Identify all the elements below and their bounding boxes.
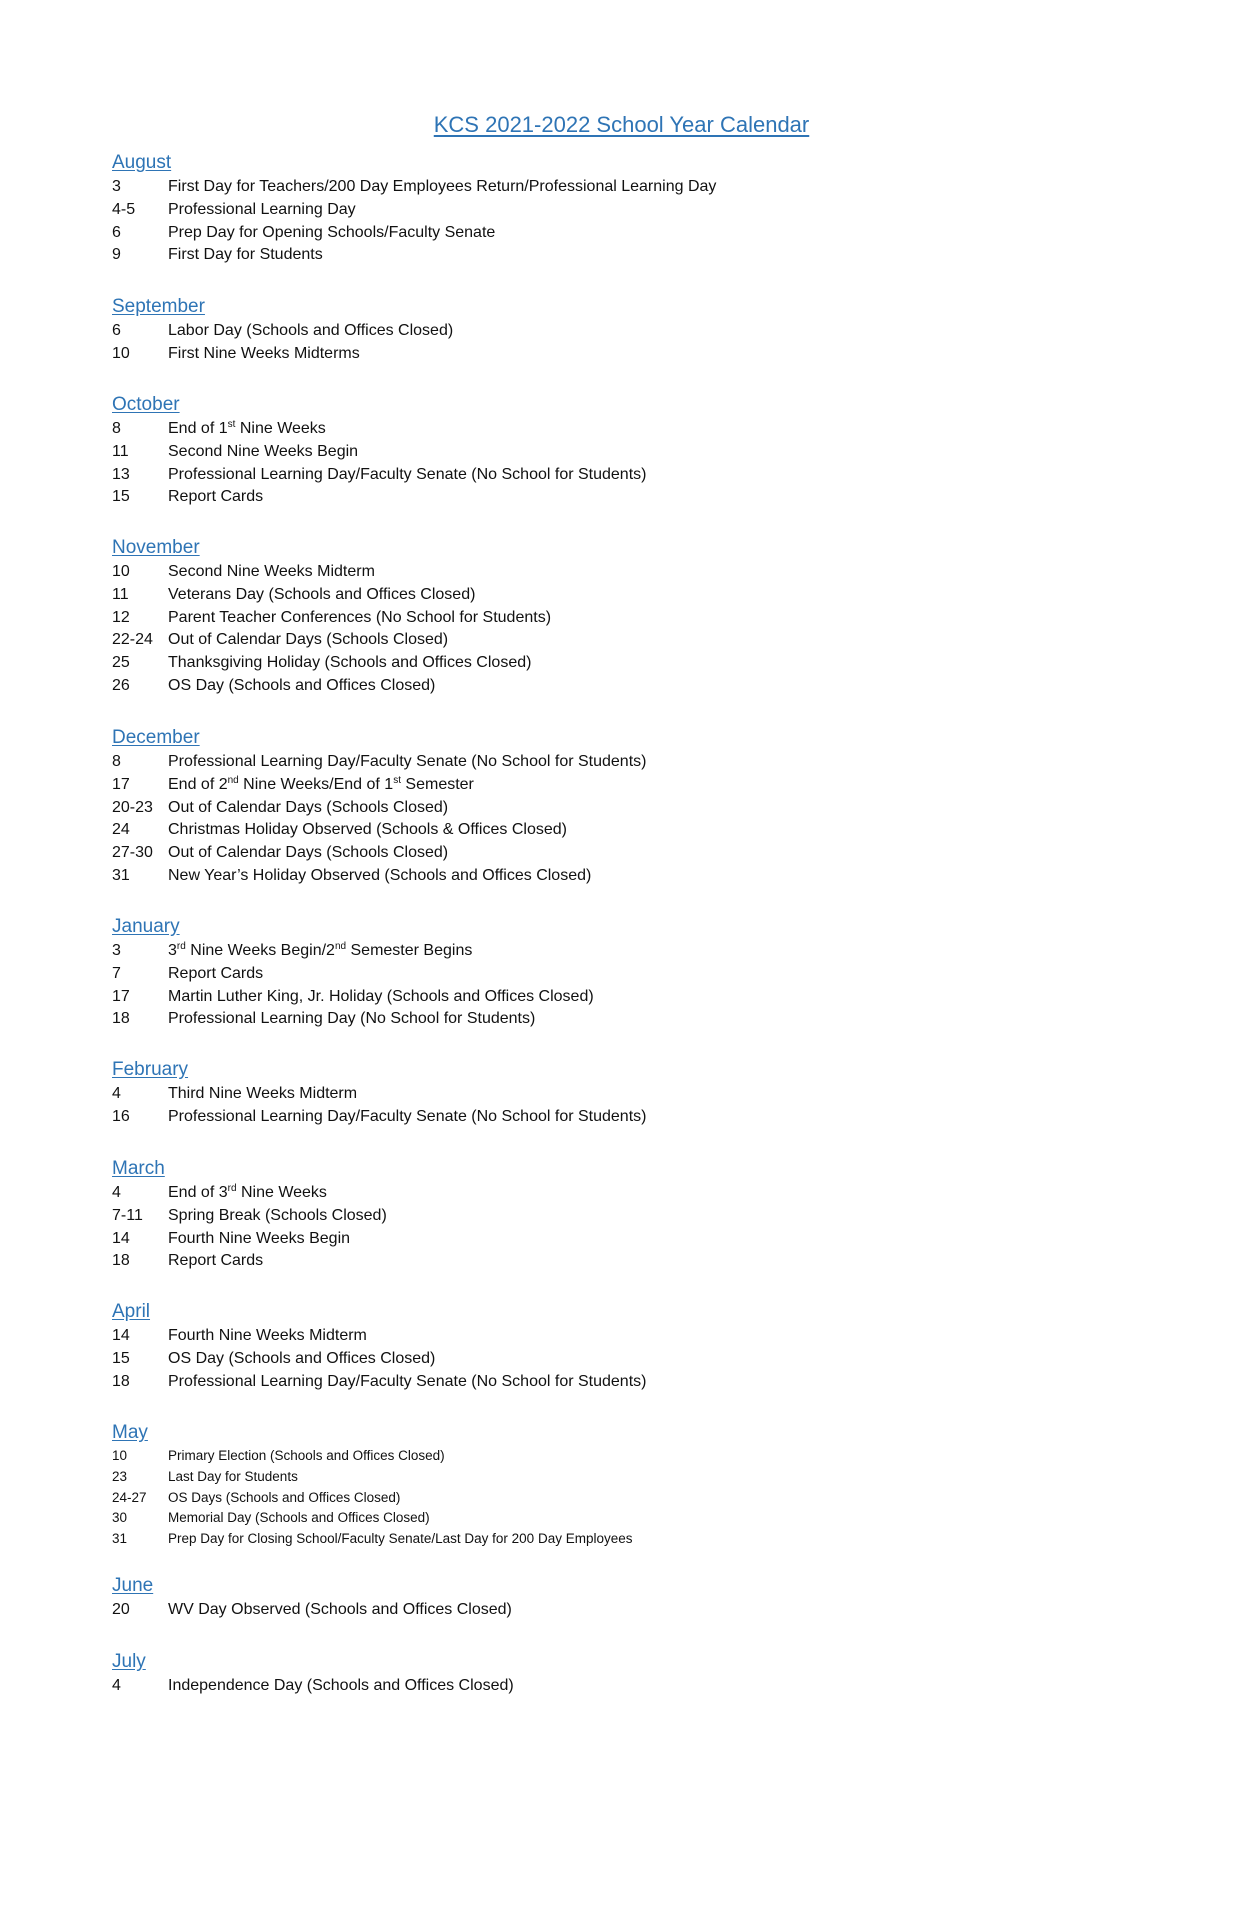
document-title-text: KCS 2021-2022 School Year Calendar — [433, 112, 810, 137]
event-description: Veterans Day (Schools and Offices Closed) — [168, 585, 476, 603]
event-description: Labor Day (Schools and Offices Closed) — [168, 322, 454, 339]
event-date: 27-30 — [112, 844, 153, 862]
month-section-november — [112, 535, 1112, 698]
event-date: 15 — [112, 488, 130, 506]
event-description: Out of Calendar Days (Schools Closed) — [168, 631, 449, 649]
month-heading: August — [112, 152, 172, 173]
month-section-may — [112, 1420, 1112, 1550]
event-description: Report Cards — [168, 1252, 264, 1270]
event-row — [112, 675, 1112, 698]
event-row — [112, 1182, 1112, 1205]
month-section-january — [112, 914, 1112, 1031]
event-date: 31 — [112, 1531, 128, 1547]
event-row — [112, 561, 1112, 584]
event-description: Professional Learning Day/Faculty Senate (No School for Students) — [168, 465, 647, 483]
event-description: End of 3rd Nine Weeks — [168, 1183, 327, 1201]
event-date: 6 — [112, 322, 121, 339]
event-description: OS Day (Schools and Offices Closed) — [168, 1349, 436, 1367]
event-date: 10 — [112, 1448, 128, 1463]
event-description: Parent Teacher Conferences (No School for Students) — [168, 608, 552, 626]
event-row — [112, 842, 1112, 865]
event-row — [112, 1508, 1112, 1529]
month-section-february — [112, 1057, 1112, 1129]
event-date: 4 — [112, 1085, 121, 1102]
event-description: Professional Learning Day/Faculty Senate (No School for Students) — [168, 1107, 647, 1125]
month-section-december — [112, 725, 1112, 888]
event-row — [112, 1083, 1112, 1106]
event-row — [112, 751, 1112, 774]
document-title — [0, 112, 1243, 138]
event-description: OS Days (Schools and Offices Closed) — [168, 1489, 401, 1505]
event-date: 17 — [112, 775, 130, 793]
event-row — [112, 607, 1112, 630]
month-section-august — [112, 150, 1112, 267]
event-row — [112, 1467, 1112, 1488]
event-date: 8 — [112, 420, 121, 437]
event-row — [112, 418, 1112, 441]
event-row — [112, 1106, 1112, 1129]
event-row — [112, 865, 1112, 888]
event-description: Professional Learning Day/Faculty Senate (No School for Students) — [168, 1372, 647, 1390]
month-heading: February — [112, 1059, 189, 1080]
event-row — [112, 652, 1112, 675]
month-heading: April — [112, 1301, 151, 1322]
event-date: 14 — [112, 1229, 130, 1247]
event-date: 16 — [112, 1107, 130, 1125]
event-row — [112, 343, 1112, 366]
event-description: Memorial Day (Schools and Offices Closed) — [168, 1510, 430, 1526]
event-date: 3 — [112, 942, 121, 959]
event-description: End of 1st Nine Weeks — [168, 419, 326, 437]
event-row — [112, 819, 1112, 842]
event-description: Second Nine Weeks Begin — [168, 442, 359, 460]
event-date: 10 — [112, 563, 130, 580]
month-heading: November — [112, 537, 200, 558]
event-description: New Year’s Holiday Observed (Schools and Offices Closed) — [168, 866, 592, 884]
event-date: 31 — [112, 866, 130, 884]
month-heading: July — [112, 1651, 146, 1672]
event-date: 23 — [112, 1468, 128, 1484]
event-date: 11 — [112, 442, 129, 460]
event-description: Last Day for Students — [168, 1468, 298, 1484]
event-description: First Day for Students — [168, 246, 323, 264]
event-description: Out of Calendar Days (Schools Closed) — [168, 798, 449, 816]
event-description: WV Day Observed (Schools and Offices Closed) — [168, 1601, 512, 1618]
event-row — [112, 774, 1112, 797]
event-row — [112, 584, 1112, 607]
event-description: Prep Day for Opening Schools/Faculty Senate — [168, 223, 496, 241]
event-date: 18 — [112, 1252, 130, 1270]
event-row — [112, 940, 1112, 963]
event-row — [112, 1599, 1112, 1622]
event-date: 24 — [112, 821, 130, 839]
month-heading: December — [112, 727, 200, 748]
month-section-september — [112, 294, 1112, 366]
event-date: 17 — [112, 987, 130, 1005]
event-row — [112, 222, 1112, 245]
month-heading: September — [112, 296, 205, 317]
event-description: Thanksgiving Holiday (Schools and Offices Closed) — [168, 654, 532, 672]
event-row — [112, 629, 1112, 652]
event-date: 6 — [112, 223, 121, 241]
event-description: Out of Calendar Days (Schools Closed) — [168, 844, 449, 862]
event-description: Prep Day for Closing School/Faculty Senate/Last Day for 200 Day Employees — [168, 1531, 633, 1547]
month-heading: May — [112, 1422, 148, 1443]
event-date: 13 — [112, 465, 130, 483]
event-row — [112, 244, 1112, 267]
event-row — [112, 176, 1112, 199]
event-date: 4-5 — [112, 200, 136, 218]
month-heading: October — [112, 394, 180, 415]
event-date: 3 — [112, 178, 121, 195]
event-date: 22-24 — [112, 631, 153, 649]
event-date: 11 — [112, 585, 129, 603]
event-row — [112, 963, 1112, 986]
event-date: 26 — [112, 676, 130, 694]
event-row — [112, 1529, 1112, 1550]
event-date: 4 — [112, 1184, 121, 1201]
event-description: Report Cards — [168, 488, 264, 506]
event-description: Third Nine Weeks Midterm — [168, 1085, 358, 1102]
event-date: 15 — [112, 1349, 130, 1367]
event-description: Professional Learning Day — [168, 200, 356, 218]
event-date: 30 — [112, 1510, 128, 1526]
event-date: 8 — [112, 753, 121, 770]
event-description: Christmas Holiday Observed (Schools & Offices Closed) — [168, 821, 567, 839]
month-heading: March — [112, 1158, 165, 1179]
event-description: Second Nine Weeks Midterm — [168, 563, 375, 580]
event-row — [112, 1446, 1112, 1467]
month-heading: January — [112, 916, 180, 937]
event-description: Professional Learning Day (No School for Students) — [168, 1010, 536, 1028]
event-row — [112, 797, 1112, 820]
event-description: Fourth Nine Weeks Midterm — [168, 1327, 367, 1344]
event-date: 4 — [112, 1677, 121, 1694]
event-description: First Day for Teachers/200 Day Employees Return/Professional Learning Day — [168, 178, 717, 195]
event-row — [112, 1250, 1112, 1273]
event-row — [112, 1675, 1112, 1698]
event-row — [112, 441, 1112, 464]
event-description: End of 2nd Nine Weeks/End of 1st Semester — [168, 774, 474, 793]
month-section-april — [112, 1299, 1112, 1393]
event-row — [112, 986, 1112, 1009]
event-date: 20-23 — [112, 798, 153, 816]
event-description: First Nine Weeks Midterms — [168, 344, 360, 362]
event-date: 18 — [112, 1010, 130, 1028]
event-date: 10 — [112, 344, 130, 362]
event-description: Fourth Nine Weeks Begin — [168, 1229, 351, 1247]
event-row — [112, 1348, 1112, 1371]
event-date: 20 — [112, 1601, 130, 1618]
event-description: Independence Day (Schools and Offices Closed) — [168, 1677, 514, 1694]
event-date: 24-27 — [112, 1489, 147, 1505]
event-row — [112, 464, 1112, 487]
event-description: Martin Luther King, Jr. Holiday (Schools and Offices Closed) — [168, 987, 594, 1005]
event-date: 25 — [112, 654, 130, 672]
month-section-june — [112, 1573, 1112, 1622]
month-section-july — [112, 1649, 1112, 1698]
event-date: 12 — [112, 608, 130, 626]
event-row — [112, 1325, 1112, 1348]
event-row — [112, 1371, 1112, 1394]
event-date: 7 — [112, 964, 121, 982]
event-row — [112, 199, 1112, 222]
event-description: Spring Break (Schools Closed) — [168, 1206, 387, 1224]
event-description: OS Day (Schools and Offices Closed) — [168, 676, 436, 694]
event-description: Report Cards — [168, 964, 264, 982]
event-description: Professional Learning Day/Faculty Senate (No School for Students) — [168, 753, 647, 770]
event-row — [112, 1008, 1112, 1031]
event-row — [112, 320, 1112, 343]
event-date: 9 — [112, 246, 121, 264]
event-row — [112, 486, 1112, 509]
event-date: 18 — [112, 1372, 130, 1390]
month-heading: June — [112, 1575, 154, 1596]
event-description: 3rd Nine Weeks Begin/2nd Semester Begins — [168, 941, 473, 959]
event-row — [112, 1488, 1112, 1509]
event-row — [112, 1205, 1112, 1228]
event-description: Primary Election (Schools and Offices Closed) — [168, 1448, 445, 1463]
month-section-october — [112, 392, 1112, 509]
event-date: 14 — [112, 1327, 130, 1344]
month-section-march — [112, 1156, 1112, 1273]
event-date: 7-11 — [112, 1206, 143, 1224]
event-row — [112, 1228, 1112, 1251]
